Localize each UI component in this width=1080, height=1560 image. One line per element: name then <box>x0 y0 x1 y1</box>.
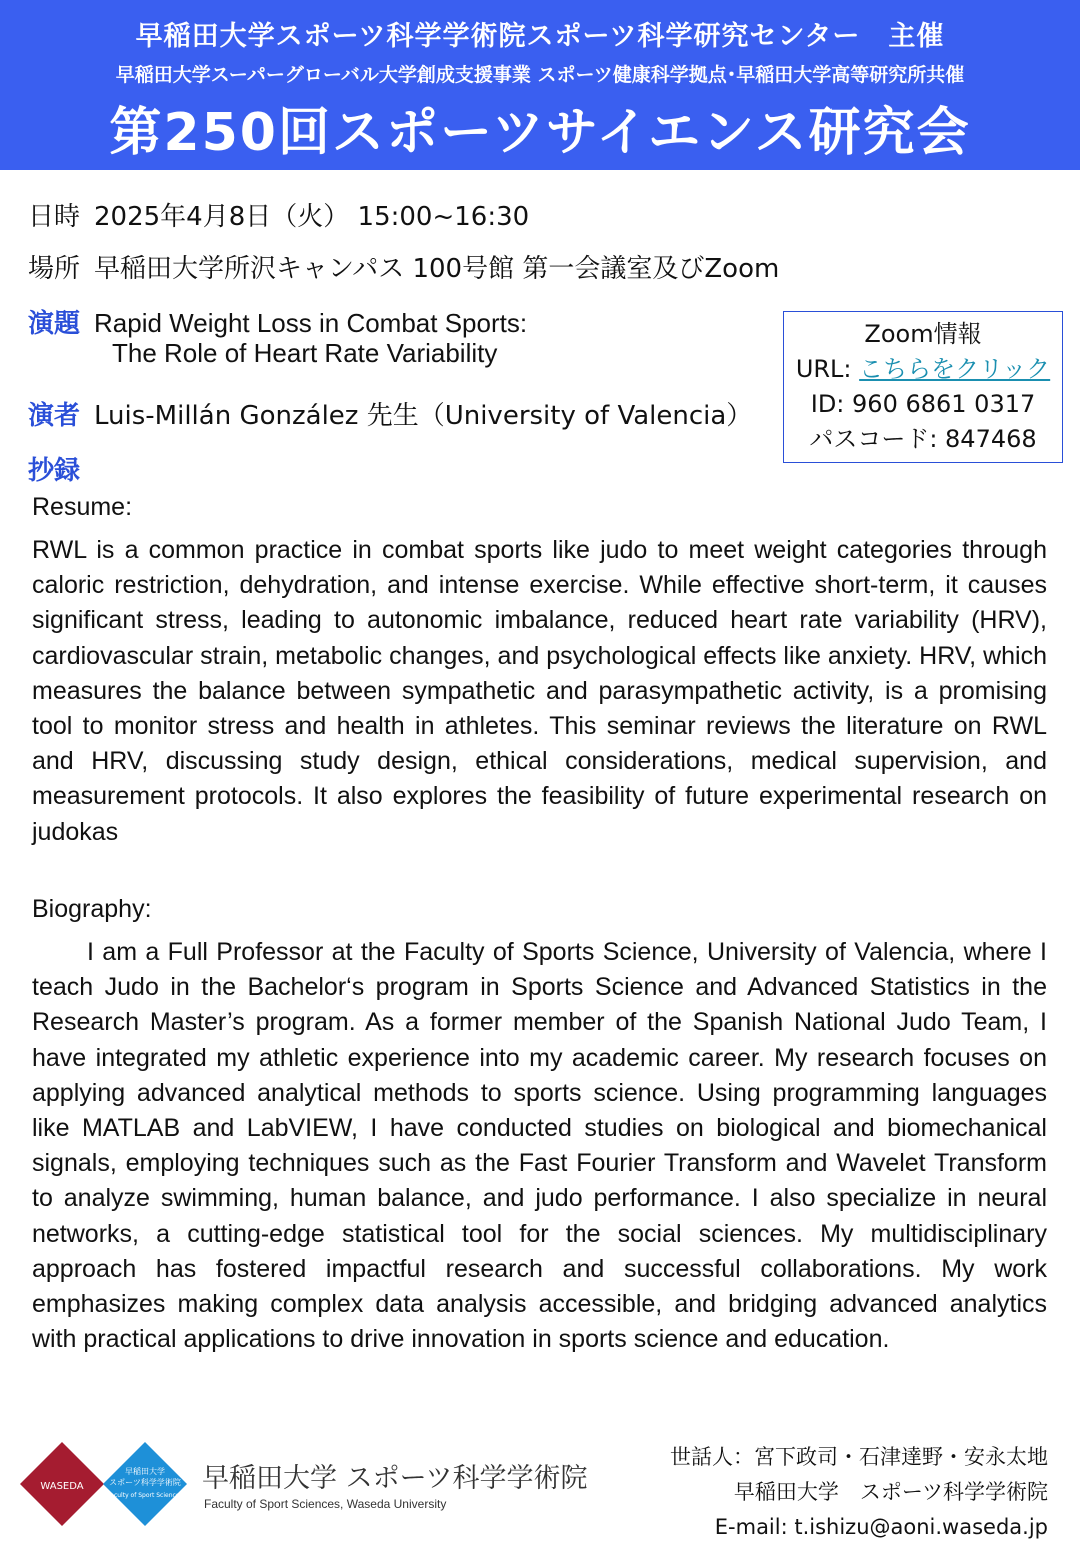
abstract-label: 抄録 <box>28 456 81 486</box>
speaker-value: Luis-Millán González 先生（University of Valencia） <box>94 401 753 431</box>
contact-block <box>670 1440 1048 1545</box>
topic-label: 演題 <box>28 309 81 339</box>
bio-heading: Biography: <box>32 895 152 923</box>
zoom-passcode: パスコード: 847468 <box>809 425 1037 453</box>
cohost-line: 早稲田大学スーパーグローバル大学創成支援事業 スポーツ健康科学拠点･早稲田大学高等研究所共催 <box>115 64 965 86</box>
header-banner <box>0 0 1080 170</box>
badge-line1: 早稲田大学 <box>125 1467 165 1476</box>
emblem-text: WASEDA <box>40 1481 84 1492</box>
logo-graphic <box>20 1440 620 1540</box>
contact-email[interactable]: E-mail: t.ishizu@aoni.waseda.jp <box>714 1515 1048 1539</box>
place-row <box>28 248 779 285</box>
place-value: 早稲田大学所沢キャンパス 100号館 第一会議室及びZoom <box>94 254 780 284</box>
place-label: 場所 <box>28 254 81 284</box>
zoom-url-line <box>784 352 1062 387</box>
date-value: 2025年4月8日（火） 15:00~16:30 <box>94 202 530 232</box>
topic-row <box>28 303 527 340</box>
zoom-url-label: URL: <box>795 355 860 383</box>
host-line: 早稲田大学スポーツ科学学術院スポーツ科学研究センター 主催 <box>135 21 945 52</box>
resume-text: RWL is a common practice in combat sports like judo to meet weight categories through caloric restriction, dehydration, and intense exercise. While effective short-term, it causes significant stress, leading to autonomic imbalance, reduced heart rate variability (HRV), cardiovascular strain, metabolic changes, and psychological effects like anxiety. HRV, which measures the balance between sympathetic and parasympathetic activity, is a promising tool to monitor stress and health in athletes. This seminar reviews the literature on RWL and HRV, discussing study design, ethical considerations, medical supervision, and measurement protocols. It also explores the feasibility of future experimental research on judokas <box>32 536 1047 846</box>
zoom-title: Zoom情報 <box>864 320 982 348</box>
zoom-id: ID: 960 6861 0317 <box>810 390 1036 418</box>
faculty-logo <box>20 1440 620 1540</box>
topic-line1: Rapid Weight Loss in Combat Sports: <box>94 308 528 338</box>
zoom-info-box <box>783 311 1063 463</box>
badge-line3: Faculty of Sport Sciences <box>107 1492 183 1499</box>
date-row <box>28 196 529 233</box>
page-title: 第250回スポーツサイエンス研究会 <box>109 103 971 163</box>
date-label: 日時 <box>28 202 81 232</box>
zoom-link[interactable]: こちらをクリック <box>859 355 1051 383</box>
speaker-label: 演者 <box>28 401 81 431</box>
faculty-name-en: Faculty of Sport Sciences, Waseda University <box>204 1497 447 1511</box>
resume-heading: Resume: <box>32 493 133 521</box>
affiliation: 早稲田大学 スポーツ科学学術院 <box>733 1480 1048 1504</box>
faculty-name-jp: 早稲田大学 スポーツ科学学術院 <box>202 1463 588 1494</box>
speaker-row <box>28 395 752 432</box>
bio-text: I am a Full Professor at the Faculty of Sports Science, University of Valencia, where I teach Judo in the Bachelor‘s program in Sports Science and Advanced Statistics in the Research Master’s program. As a former member of the Spanish National Judo Team, I have integrated my athletic experience into my academic career. My research focuses on applying advanced analytical methods to sports science. Using programming languages like MATLAB and LabVIEW, I have conducted studies on biological and biomechanical signals, employing techniques such as the Fast Fourier Transform and Wavelet Transform to analyze swimming, human balance, and judo performance. I also specialize in neural networks, a cutting-edge statistical tool for the social sciences. My multidisciplinary approach has fostered impactful research and successful collaborations. My work emphasizes making complex data analysis accessible, and bridging advanced analytics with practical applications to drive innovation in sports science and education. <box>32 938 1047 1354</box>
badge-line2: スポーツ科学学術院 <box>109 1478 181 1487</box>
topic-line2: The Role of Heart Rate Variability <box>112 338 498 368</box>
organizers: 世話人：宮下政司・石津達野・安永太地 <box>670 1445 1048 1469</box>
